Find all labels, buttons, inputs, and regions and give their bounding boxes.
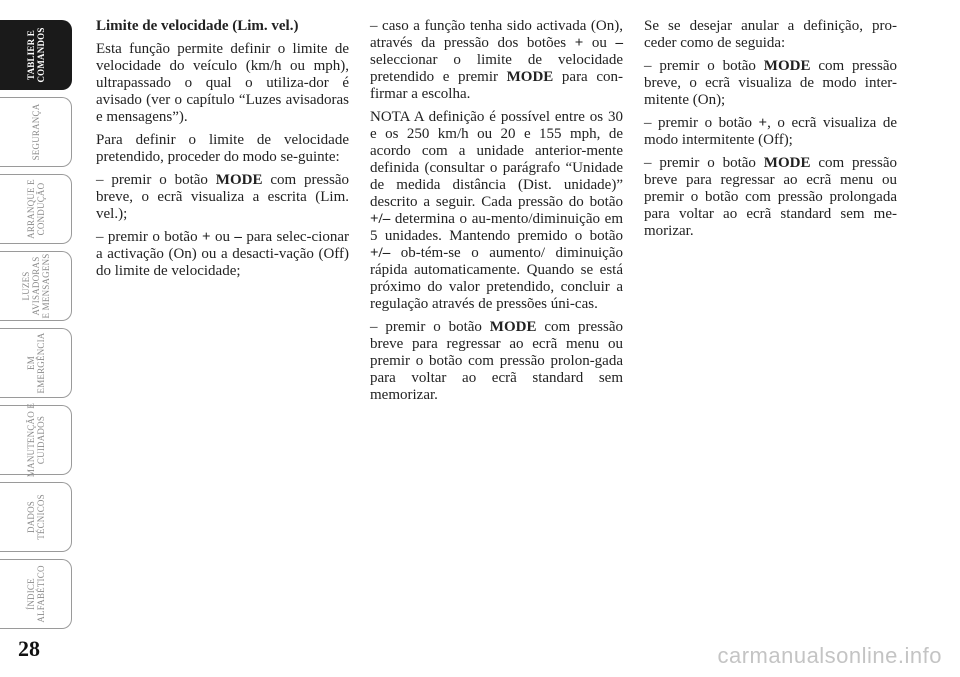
tab-em-emergencia[interactable]: EM EMERGÊNCIA	[0, 328, 72, 398]
tab-dados-tecnicos[interactable]: DADOS TÉCNICOS	[0, 482, 72, 552]
column-1	[96, 18, 349, 286]
page-number: 28	[18, 636, 40, 661]
tab-indice-alfabetico[interactable]: ÍNDICE ALFABÉTICO	[0, 559, 72, 629]
tab-seguranca[interactable]: SEGURANÇA	[0, 97, 72, 167]
paragraph: Esta função permite definir o limite de velocidade do veículo (km/h ou mph), ultrapassado o qual o utiliza-dor é avisado (ver o capítulo “Luzes avisadoras e mensagens”).	[96, 41, 349, 125]
paragraph: – caso a função tenha sido activada (On), através da pressão dos botões + ou – seleccionar o limite de velocidade pretendido e premir MODE para con-firmar a escolha.	[370, 18, 623, 102]
paragraph: – premir o botão MODE com pressão breve, o ecrã visualiza a escrita (Lim. vel.);	[96, 172, 349, 222]
column-3	[644, 18, 897, 246]
tab-manutencao-cuidados[interactable]: MANUTENÇÃO E CUIDADOS	[0, 405, 72, 475]
paragraph: Para definir o limite de velocidade pretendido, proceder do modo se-guinte:	[96, 132, 349, 165]
chapter-sidebar	[0, 0, 76, 677]
paragraph: – premir o botão +, o ecrã visualiza de modo intermitente (Off);	[644, 115, 897, 148]
paragraph: NOTA A definição é possível entre os 30 e os 250 km/h ou 20 e 155 mph, de acordo com a unidade anterior-mente definida (consultar o parágrafo “Unidade de medida distância (Dist. unidade)” descrito a seguir. Cada pressão do botão +/– determina o au-mento/diminuição em 5 unidades. Mantendo premido o botão +/– ob-tém-se o aumento/ diminuição rápida automaticamente. Quando se está próximo do valor pretendido, concluir a regulação através de pressões úni-cas.	[370, 109, 623, 312]
watermark: carmanualsonline.info	[717, 643, 942, 668]
paragraph: – premir o botão MODE com pressão breve para regressar ao ecrã menu ou premir o botão com pressão prolongada para voltar ao ecrã standard sem me-morizar.	[644, 155, 897, 239]
paragraph: – premir o botão MODE com pressão breve para regressar ao ecrã menu ou premir o botão com pressão prolon-gada para voltar ao ecrã standard sem memorizar.	[370, 319, 623, 403]
column-2	[370, 18, 623, 410]
section-heading: Limite de velocidade (Lim. vel.)	[96, 18, 299, 34]
paragraph: Se se desejar anular a definição, pro-ceder como de seguida:	[644, 18, 897, 51]
tab-tablier-comandos[interactable]: TABLIER E COMANDOS	[0, 20, 72, 90]
tab-arranque-conducao[interactable]: ARRANQUE E CONDUÇÃO	[0, 174, 72, 244]
tab-luzes-avisadoras[interactable]: LUZES AVISADORAS E MENSAGENS	[0, 251, 72, 321]
paragraph: – premir o botão MODE com pressão breve, o ecrã visualiza de modo inter-mitente (On);	[644, 58, 897, 108]
paragraph: – premir o botão + ou – para selec-cionar a activação (On) ou a desacti-vação (Off) do limite de velocidade;	[96, 229, 350, 279]
